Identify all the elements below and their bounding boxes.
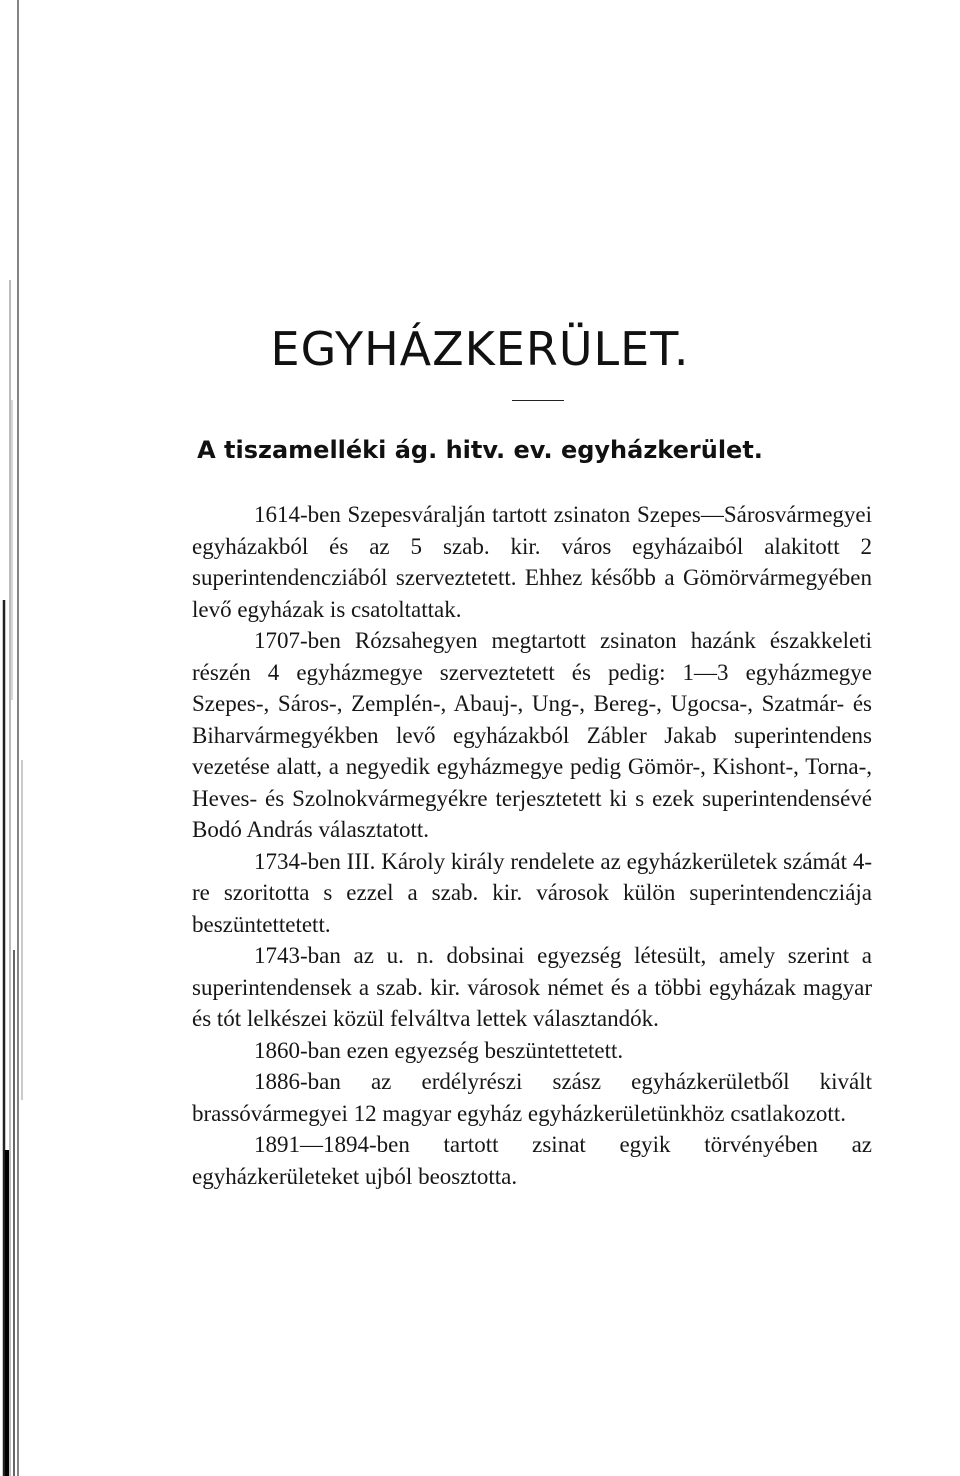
paragraph-1614: 1614-ben Szepesváralján tartott zsinaton Szepes—Sárosvármegyei egyházakból és az 5 szab. kir. város egyházaiból alakitott 2 superintendencziából szerveztetett. Ehhez később a Gömörvármegyében levő egyházak is csatoltattak. [192,502,872,622]
paragraph-1707: 1707-ben Rózsahegyen megtartott zsinaton hazánk északkeleti részén 4 egyházmegye szerveztetett és pedig: 1—3 egyházmegye Szepes-, Sáros-, Zemplén-, Abauj-, Ung-, Bereg-, Ugocsa-, Szatmár- és Biharvármegyékben levő egyházakból Zábler Jakab superintendens vezetése alatt, a negyedik egyházmegye pedig Gömör-, Kishont-, Torna-, Heves- és Szolnokvármegyékre terjesztetett ki s ezek superintendensévé Bodó András választatott. [192,628,872,842]
section-subheading: A tiszamelléki ág. hitv. ev. egyházkerület. [197,436,763,464]
paragraph-1891: 1891—1894-ben tartott zsinat egyik törvényében az egyházkerületeket ujból beosztotta. [192,1132,872,1189]
page-heading: EGYHÁZKERÜLET. [270,322,690,376]
paragraph-1734: 1734-ben III. Károly király rendelete az egyházkerületek számát 4-re szoritotta s ezzel a szab. kir. városok külön superintendencziája beszüntettetett. [192,848,872,937]
binding-edge-shadow [0,0,30,1476]
paragraph-1886: 1886-ban az erdélyrészi szász egyházkerületből kivált brassóvármegyei 12 magyar egyház egyházkerületünkhöz csatlakozott. [192,1069,872,1126]
paragraph-1860: 1860-ban ezen egyezség beszüntettetett. [254,1037,624,1063]
paragraph-1743: 1743-ban az u. n. dobsinai egyezség létesült, amely szerint a superintendensek a szab. kir. városok német és a többi egyházak magyar és tót lelkészei közül felváltva lettek választandók. [192,943,872,1031]
heading-divider [512,400,564,401]
body-text [192,499,872,1192]
